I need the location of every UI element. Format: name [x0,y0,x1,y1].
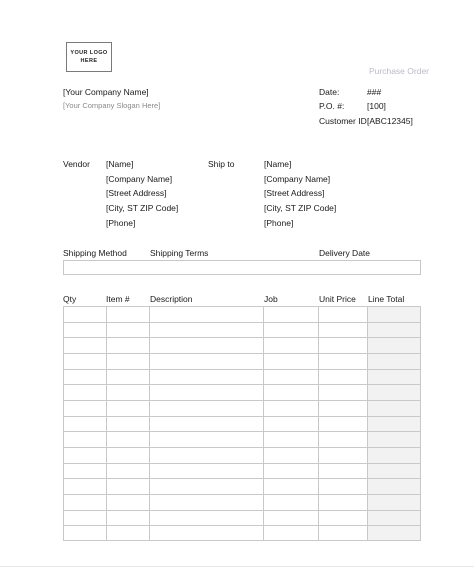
table-column-divider [106,306,107,541]
description-header: Description [150,294,193,304]
document-title: Purchase Order [369,66,429,76]
shipping-terms-header: Shipping Terms [150,248,209,258]
ship-to-street: [Street Address] [264,188,325,198]
logo-text-line1: YOUR LOGO [70,50,108,56]
ship-to-phone: [Phone] [264,218,294,228]
unit-price-header: Unit Price [319,294,356,304]
ship-to-name: [Name] [264,159,292,169]
date-value: ### [367,87,382,97]
job-header: Job [264,294,278,304]
vendor-phone: [Phone] [106,218,136,228]
table-column-divider [367,306,368,541]
table-column-divider [263,306,264,541]
table-column-divider [149,306,150,541]
line-total-header: Line Total [368,294,405,304]
company-logo-placeholder [66,42,112,72]
page-bottom-rule [0,566,474,567]
vendor-name: [Name] [106,159,134,169]
item-number-header: Item # [106,294,130,304]
vendor-city: [City, ST ZIP Code] [106,203,179,213]
table-column-divider [318,306,319,541]
date-label: Date: [319,87,340,97]
company-slogan: [Your Company Slogan Here] [63,101,161,110]
customer-id-label: Customer ID: [319,116,370,126]
ship-to-city: [City, ST ZIP Code] [264,203,337,213]
logo-text-line2: HERE [80,58,98,64]
qty-header: Qty [63,294,77,304]
shipping-method-header: Shipping Method [63,248,127,258]
po-number-value: [100] [367,101,386,111]
vendor-street: [Street Address] [106,188,167,198]
vendor-label: Vendor [63,159,90,169]
delivery-date-header: Delivery Date [319,248,371,258]
ship-to-label: Ship to [208,159,235,169]
vendor-company: [Company Name] [106,174,173,184]
company-name: [Your Company Name] [63,87,149,97]
customer-id-value: [ABC12345] [367,116,413,126]
ship-to-company: [Company Name] [264,174,331,184]
po-number-label: P.O. #: [319,101,345,111]
shipping-info-row[interactable] [63,260,421,275]
